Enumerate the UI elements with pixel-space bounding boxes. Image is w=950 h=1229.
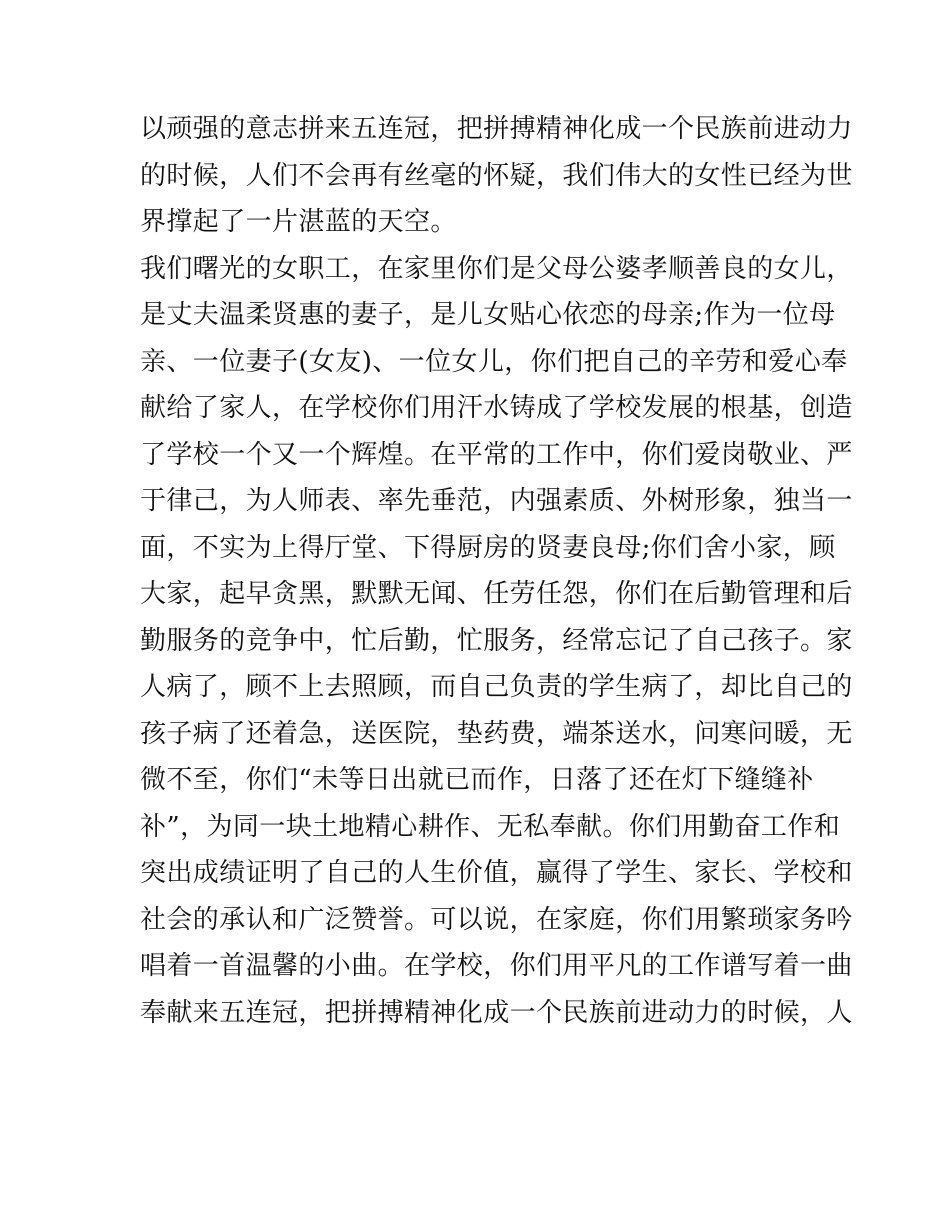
text-line: 奉献来五连冠，把拼搏精神化成一个民族前进动力的时候，人: [140, 997, 853, 1028]
text-line: 于律己，为人师表、率先垂范，内强素质、外树形象，独当一: [140, 486, 853, 516]
text-line: 社会的承认和广泛赞誉。可以说，在家庭，你们用繁琐家务吟: [140, 904, 853, 935]
text-line: 是丈夫温柔贤惠的妻子，是儿女贴心依恋的母亲;作为一位母: [140, 300, 836, 330]
text-line: 微不至，你们“未等日出就已而作，日落了还在灯下缝缝补: [140, 765, 814, 795]
text-line: 孩子病了还着急，送医院，垫药费，端茶送水，问寒问暖，无: [140, 718, 853, 749]
text-line: 了学校一个又一个辉煌。在平常的工作中，你们爱岗敬业、严: [140, 439, 853, 470]
text-line: 面，不实为上得厅堂、下得厨房的贤妻良母;你们舍小家，顾: [140, 532, 836, 563]
text-line: 献给了家人，在学校你们用汗水铸成了学校发展的根基，创造: [140, 393, 853, 423]
text-line: 界撑起了一片湛蓝的天空。: [140, 207, 457, 237]
text-line: 突出成绩证明了自己的人生价值，赢得了学生、家长、学校和: [140, 858, 853, 888]
text-line: 人病了，顾不上去照顾，而自己负责的学生病了，却比自己的: [140, 672, 853, 702]
text-line: 勤服务的竞争中，忙后勤，忙服务，经常忘记了自己孩子。家: [140, 625, 853, 656]
text-line: 我们曙光的女职工，在家里你们是父母公婆孝顺善良的女儿，: [140, 253, 853, 284]
body-text: [140, 106, 853, 1036]
text-line: 唱着一首温馨的小曲。在学校，你们用平凡的工作谱写着一曲: [140, 951, 853, 981]
text-line: 大家，起早贪黑，默默无闻、任劳任怨，你们在后勤管理和后: [140, 579, 853, 609]
text-line: 亲、一位妻子(女友)、一位女儿，你们把自己的辛劳和爱心奉: [140, 346, 848, 377]
text-line: 的时候，人们不会再有丝毫的怀疑，我们伟大的女性已经为世: [140, 160, 853, 191]
text-line: 补”，为同一块土地精心耕作、无私奉献。你们用勤奋工作和: [140, 811, 841, 842]
text-line: 以顽强的意志拼来五连冠，把拼搏精神化成一个民族前进动力: [140, 114, 853, 144]
